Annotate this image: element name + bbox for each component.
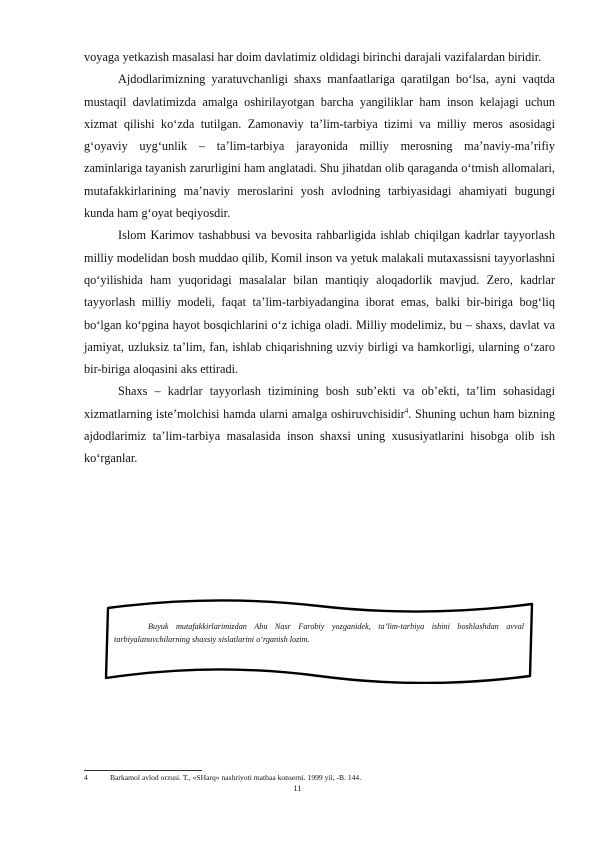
- footnote-reference: 4: [404, 406, 409, 415]
- footnote-text: Barkamol avlod orzusi. T., «SHarq» nashriyoti matbaa konserni. 1999 yil, -B. 144.: [110, 773, 362, 782]
- paragraph-3: Islom Karimov tashabbusi va bevosita rahbarligida ishlab chiqilgan kadrlar tayyorlash milliy modelidan bosh muddao qilib, Komil inson va yetuk malakali mutaxassisni tayyorlashni qo‘yilishida ham yuqoridagi masalalar bilan mantiqiy aloqadorlik mavjud. Zero, kadrlar tayyorlash milliy modeli, faqat ta’lim-tarbiyadangina iborat emas, balki bir-biriga bog‘liq bo‘lgan ko‘pgina hayot bosqichlarini o‘z ichiga oladi. Milliy modelimiz, bu – shaxs, davlat va jamiyat, uzluksiz ta’lim, fan, ishlab chiqarishning uzviy birligi va hamkorligi, ularning o‘zaro bir-biriga aloqasini aks ettiradi.: [84, 228, 555, 377]
- paragraph-1: voyaga yetkazish masalasi har doim davlatimiz oldidagi birinchi darajali vazifalardan biridir.: [84, 50, 542, 64]
- footnote-separator: [84, 770, 202, 771]
- banner-quote-text: [114, 620, 524, 646]
- body-text: [84, 46, 555, 470]
- footnote: [84, 772, 361, 783]
- paragraph-2: Ajdodlarimizning yaratuvchanligi shaxs manfaatlariga qaratilgan bo‘lsa, ayni vaqtda mustaqil davlatimizda amalga oshirilayotgan barcha yangiliklar ham inson kelajagi uchun xizmat qilishi ko‘zda tutilgan. Zamonaviy ta’lim-tarbiya tizimi va milliy meros asosidagi g‘oyaviy uyg‘unlik – ta’lim-tarbiya jarayonida milliy merosning ma’naviy-ma’rifiy zaminlariga tayanish zarurligini ham anglatadi. Shu jihatdan olib qaraganda o‘tmish allomalari, mutafakkirlarining ma’naviy meroslarini yosh avlodning tarbiyasidagi ahamiyati bugungi kunda ham g‘oyat beqiyosdir.: [84, 72, 555, 221]
- quote-banner: [104, 596, 534, 684]
- page-number: 11: [293, 783, 302, 793]
- paragraph-4-text-after: . Shuning uchun ham bizning ajdodlarimiz ta’lim-tarbiya masalasida inson shaxsi uning xususiyatlarini hisobga olib ish ko‘rganlar.: [84, 406, 555, 466]
- paragraph-4: [84, 380, 555, 469]
- banner-quote: Buyuk mutafakkirlarimizdan Abu Nasr Farobiy yozganidek, ta’lim-tarbiya ishini boshlashdan avval tarbiyalanuvchilarning shaxsiy xislatlarini o‘rganish lozim.: [114, 622, 524, 644]
- footnote-number: 4: [84, 773, 88, 782]
- paragraph-4-text-before: Shaxs – kadrlar tayyorlash tizimining bosh sub’ekti va ob’ekti, ta’lim sohasidagi xizmatlarning iste’molchisi hamda ularni amalga oshiruvchisidir: [84, 384, 555, 421]
